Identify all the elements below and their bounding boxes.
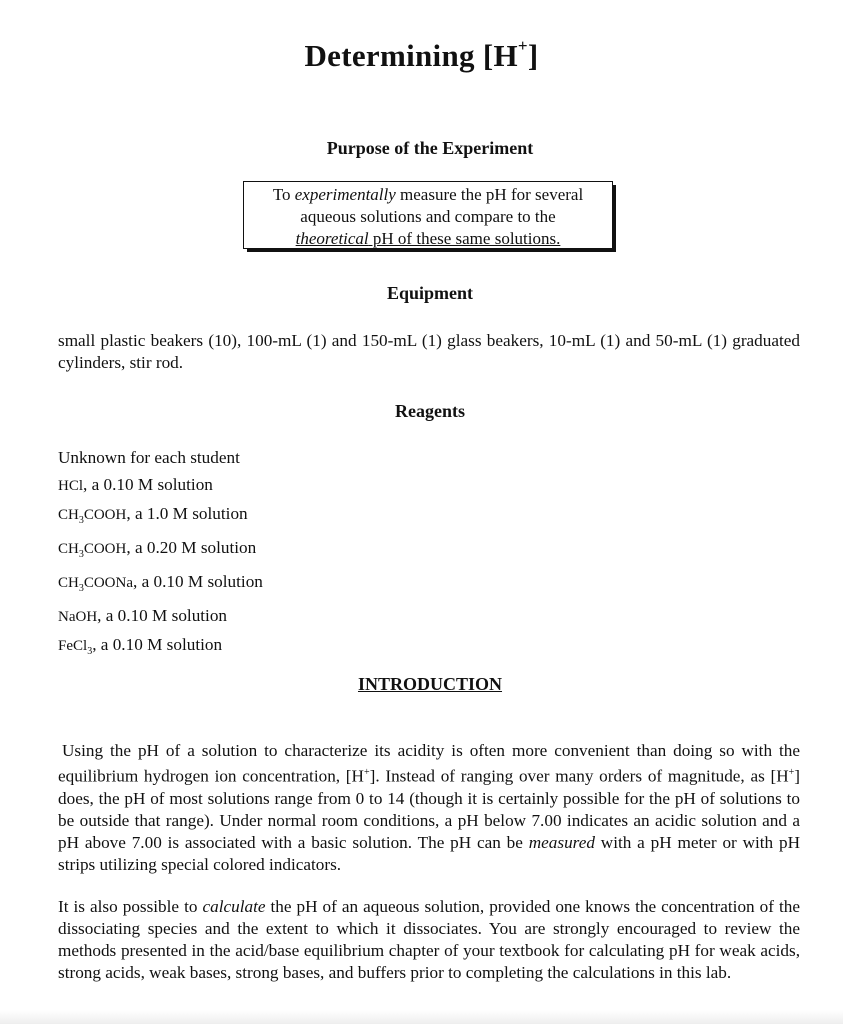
intro-paragraph-2: It is also possible to calculate the pH of an aqueous solution, provided one knows the concentration of the dissociating species and the extent to which it dissociates. You are strongly encouraged to review the methods presented in the acid/base equilibrium chapter of your textbook for calculating pH for weak acids, strong acids, weak bases, strong bases, and buffers prior to completing the calculations in this lab.	[58, 897, 800, 982]
purpose-heading: Purpose of the Experiment	[326, 138, 534, 158]
header-remnant	[0, 0, 843, 4]
equipment-heading: Equipment	[386, 283, 474, 303]
intro-paragraph-1: Using the pH of a solution to characterize its acidity is often more convenient than doing so with the equilibrium hydrogen ion concentration, [H+]. Instead of ranging over many orders of magnitude, as [H+] does, the pH of most solutions range from 0 to 14 (though it is certainly possible for the pH of solutions to be outside that range). Under normal room conditions, a pH below 7.00 indicates an acidic solution and a pH above 7.00 is associated with a basic solution. The pH can be measured with a pH meter or with pH strips utilizing special colored indicators.	[58, 741, 800, 874]
introduction-heading: INTRODUCTION	[357, 674, 503, 694]
equipment-text: small plastic beakers (10), 100-mL (1) and 150-mL (1) glass beakers, 10-mL (1) and 50-mL (1) graduated cylinders, stir rod.	[58, 331, 800, 372]
reagent-list	[58, 444, 263, 665]
reagent-item: NaOH, a 0.10 M solution	[58, 606, 228, 625]
reagent-item: $CH_3COONa$, a 0.10 M solution	[58, 572, 263, 594]
reagent-item: FeCl$_3$, a 0.10 M solution	[58, 635, 223, 657]
reagent-item: Unknown for each student	[58, 448, 240, 467]
purpose-line-3: theoretical pH of these same solutions.	[295, 229, 561, 248]
box-shadow-bottom	[247, 249, 616, 252]
box-shadow-right	[613, 185, 616, 251]
purpose-box	[243, 181, 613, 249]
reagent-item: $CH_3COOH$, a 0.20 M solution	[58, 538, 257, 560]
page-title: Determining [H+]	[304, 36, 539, 73]
reagent-item: $CH_3COOH$, a 1.0 M solution	[58, 504, 248, 526]
purpose-line-1: To experimentally measure the pH for several	[272, 185, 584, 204]
page-bottom-edge	[0, 1010, 843, 1024]
purpose-line-2: aqueous solutions and compare to the	[300, 207, 556, 226]
reagents-heading: Reagents	[395, 401, 465, 421]
reagent-item: HCl, a 0.10 M solution	[58, 475, 213, 494]
